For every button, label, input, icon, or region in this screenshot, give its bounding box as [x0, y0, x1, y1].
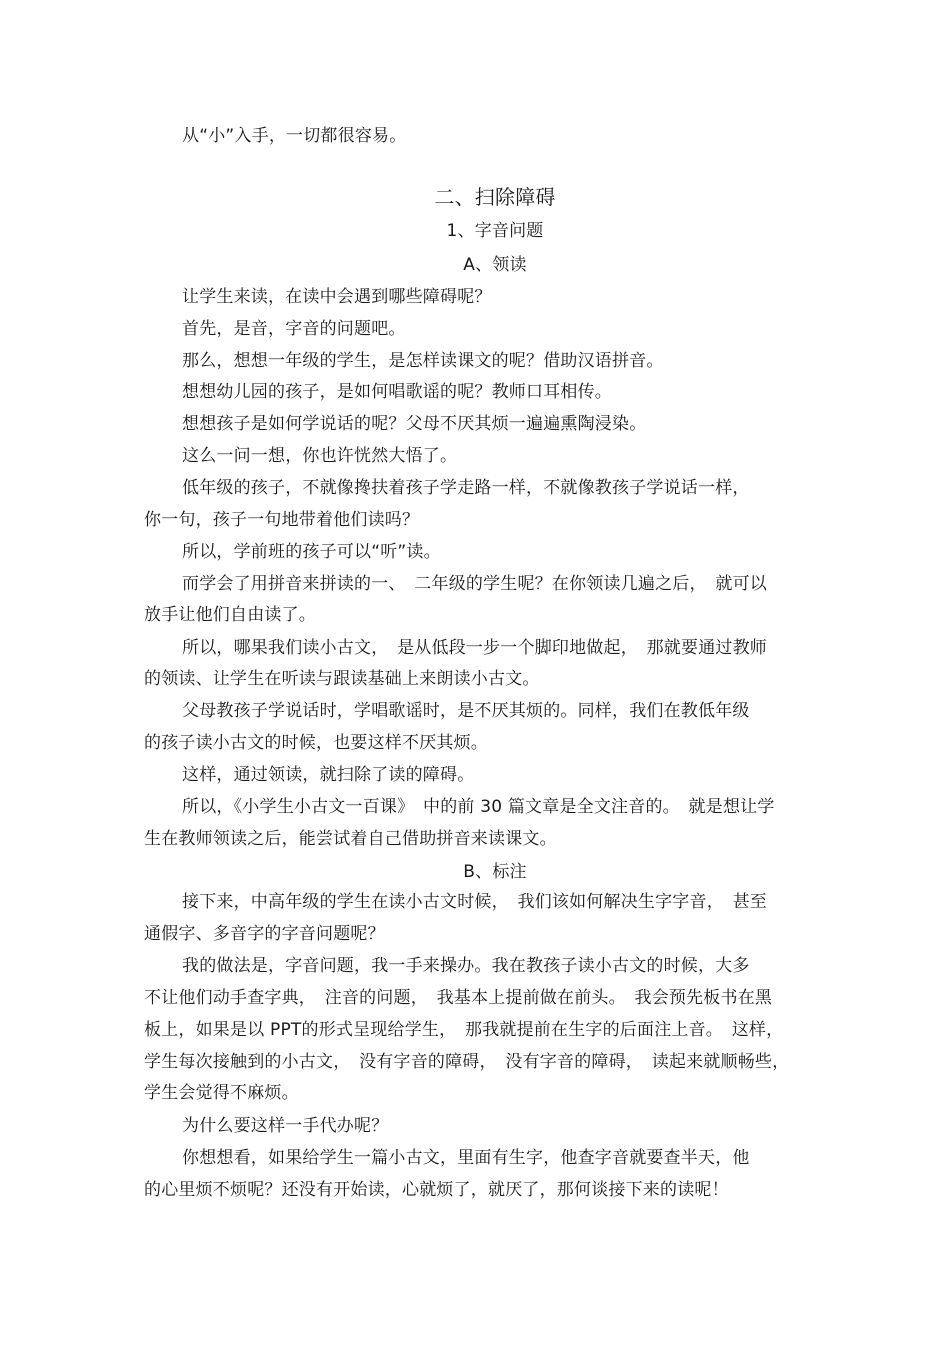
paragraph-line: 学生会觉得不麻烦。 [144, 1083, 299, 1103]
subsection-heading: 1、字音问题 [446, 221, 544, 241]
paragraph-line: 的领读、让学生在听读与跟读基础上来朗读小古文。 [144, 669, 540, 689]
intro-paragraph: 从“小”入手，一切都很容易。 [182, 126, 407, 146]
paragraph-line: 不让他们动手查字典， 注音的问题， 我基本上提前做在前头。 我会预先板书在黑 [144, 988, 773, 1008]
paragraph-line: 的心里烦不烦呢？还没有开始读，心就烦了，就厌了，那何谈接下来的读呢！ [144, 1180, 729, 1200]
paragraph-line: 这么一问一想，你也许恍然大悟了。 [182, 446, 458, 466]
paragraph-line: 放手让他们自由读了。 [144, 605, 316, 625]
paragraph-line: 而学会了用拼音来拼读的一、 二年级的学生呢？在你领读几遍之后， 就可以 [182, 574, 767, 594]
paragraph-line: 所以，《小学生小古文一百课》 中的前 30 篇文章是全文注音的。 就是想让学 [182, 797, 775, 817]
paragraph-line: 想想幼儿园的孩子，是如何唱歌谣的呢？教师口耳相传。 [182, 382, 612, 402]
paragraph-line: 首先，是音，字音的问题吧。 [182, 319, 406, 339]
paragraph-line: 我的做法是，字音问题，我一手来操办。我在教孩子读小古文的时候，大多 [182, 956, 750, 976]
paragraph-line: 这样，通过领读，就扫除了读的障碍。 [182, 765, 475, 785]
paragraph-line: 接下来，中高年级的学生在读小古文时候， 我们该如何解决生字字音， 甚至 [182, 892, 767, 912]
paragraph-line: 让学生来读，在读中会遇到哪些障碍呢？ [182, 287, 492, 307]
paragraph-line: 父母教孩子学说话时，学唱歌谣时，是不厌其烦的。同样，我们在教低年级 [182, 701, 750, 721]
paragraph-line: 板上，如果是以 PPT的形式呈现给学生， 那我就提前在生字的后面注上音。 这样， [144, 1020, 784, 1040]
paragraph-line: 你想想看，如果给学生一篇小古文，里面有生字，他查字音就要查半天，他 [182, 1148, 750, 1168]
paragraph-line: 低年级的孩子，不就像搀扶着孩子学走路一样，不就像教孩子学说话一样， [182, 478, 750, 498]
paragraph-line: 的孩子读小古文的时候，也要这样不厌其烦。 [144, 733, 488, 753]
paragraph-line: 那么，想想一年级的学生，是怎样读课文的呢？借助汉语拼音。 [182, 351, 664, 371]
paragraph-line: 你一句，孩子一句地带着他们读吗？ [144, 510, 420, 530]
section-heading: 二、扫除障碍 [434, 185, 556, 209]
sub-heading-b: B、标注 [463, 862, 527, 882]
paragraph-line: 通假字、多音字的字音问题呢？ [144, 924, 385, 944]
paragraph-line: 所以，学前班的孩子可以“听”读。 [182, 542, 441, 562]
paragraph-line: 为什么要这样一手代办呢？ [182, 1116, 389, 1136]
paragraph-line: 想想孩子是如何学说话的呢？父母不厌其烦一遍遍熏陶浸染。 [182, 414, 647, 434]
paragraph-line: 所以，哪果我们读小古文， 是从低段一步一个脚印地做起， 那就要通过教师 [182, 638, 767, 658]
sub-heading-a: A、领读 [463, 255, 527, 275]
paragraph-line: 学生每次接触到的小古文， 没有字音的障碍， 没有字音的障碍， 读起来就顺畅些， [144, 1052, 790, 1072]
paragraph-line: 生在教师领读之后，能尝试着自己借助拼音来读课文。 [144, 829, 557, 849]
